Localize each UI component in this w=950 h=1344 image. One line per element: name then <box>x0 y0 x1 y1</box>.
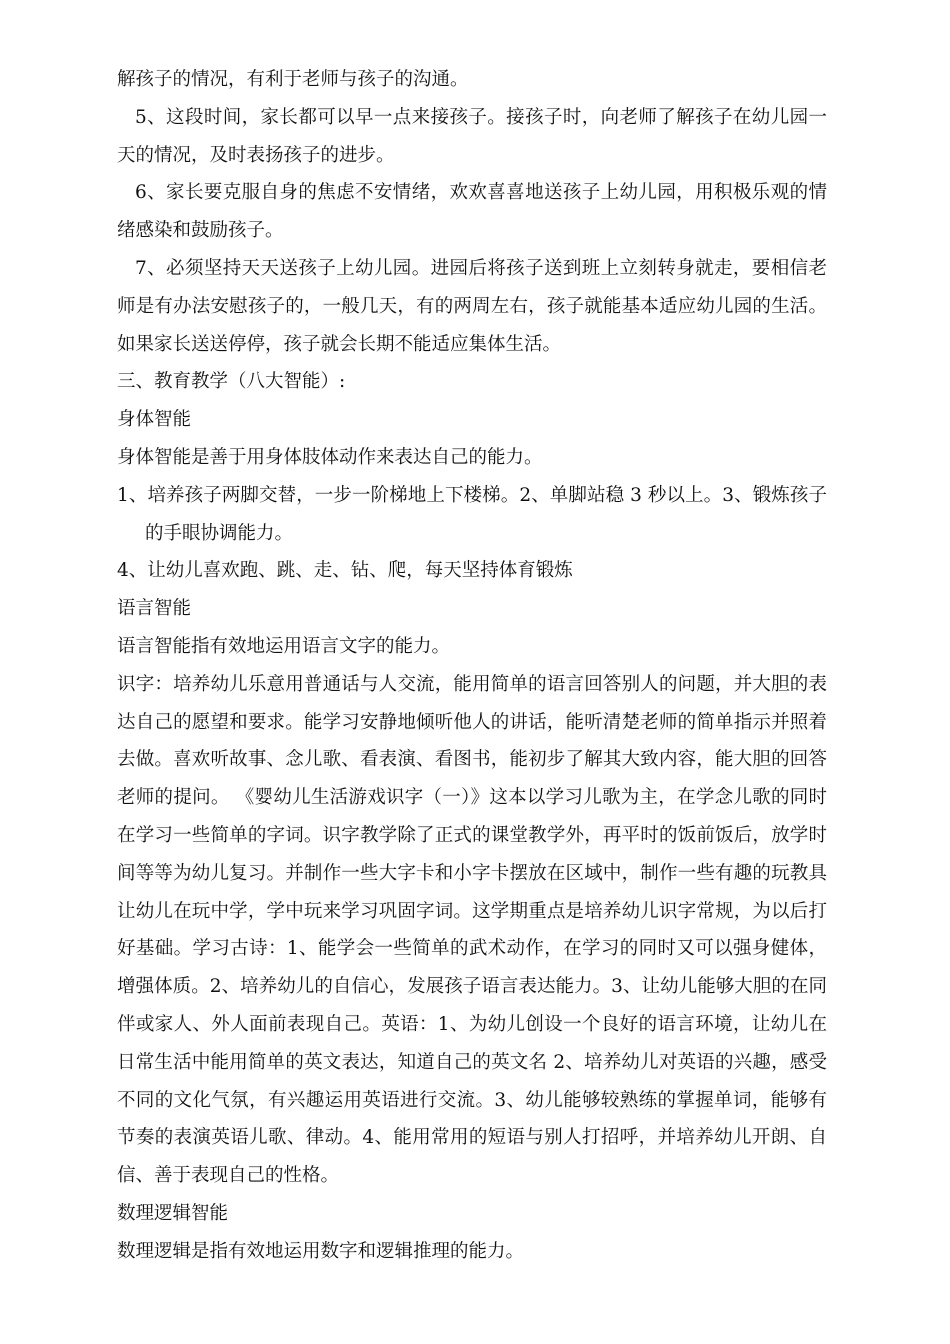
paragraph-language-intelligence-definition: 语言智能指有效地运用语言文字的能力。 <box>117 635 451 657</box>
subheading-logic-intelligence: 数理逻辑智能 <box>117 1202 229 1224</box>
paragraph-body-intelligence-goals: 1、培养孩子两脚交替，一步一阶梯地上下楼梯。2、单脚站稳 3 秒以上。3、锻炼孩子的手眼协调能力。 <box>117 484 827 544</box>
subheading-body-intelligence: 身体智能 <box>117 409 192 431</box>
paragraph-item-5: 5、这段时间，家长都可以早一点来接孩子。接孩子时，向老师了解孩子在幼儿园一天的情况，及时表扬孩子的进步。 <box>117 106 827 166</box>
paragraph-body-intelligence-definition: 身体智能是善于用身体肢体动作来表达自己的能力。 <box>117 446 543 468</box>
paragraph-item-6: 6、家长要克服自身的焦虑不安情绪，欢欢喜喜地送孩子上幼儿园，用积极乐观的情绪感染和鼓励孩子。 <box>117 182 827 242</box>
paragraph-body-intelligence-goal-4: 4、让幼儿喜欢跑、跳、走、钻、爬，每天坚持体育锻炼 <box>117 560 573 582</box>
paragraph-continuation: 解孩子的情况，有利于老师与孩子的沟通。 <box>117 69 469 90</box>
subheading-language-intelligence: 语言智能 <box>117 598 192 620</box>
section-heading-education: 三、教育教学（八大智能）: <box>117 371 346 393</box>
document-body <box>117 61 827 1271</box>
paragraph-logic-intelligence-definition: 数理逻辑是指有效地运用数字和逻辑推理的能力。 <box>117 1240 525 1262</box>
paragraph-language-intelligence-details: 识字：培养幼儿乐意用普通话与人交流，能用简单的语言回答别人的问题，并大胆的表达自己的愿望和要求。能学习安静地倾听他人的讲话，能听清楚老师的简单指示并照着去做。喜欢听故事、念儿歌、看表演、看图书，能初步了解其大致内容，能大胆的回答老师的提问。 《婴幼儿生活游戏识字（一）》这本以学习儿歌为主，在学念儿歌的同时在学习一些简单的字词。识字教学除了正式的课堂教学外，再平时的饭前饭后，放学时间等等为幼儿复习。并制作一些大字卡和小字卡摆放在区域中，制作一些有趣的玩教具让幼儿在玩中学，学中玩来学习巩固字词。这学期重点是培养幼儿识字常规，为以后打好基础。学习古诗：1、能学会一些简单的武术动作，在学习的同时又可以强身健体，增强体质。2、培养幼儿的自信心，发展孩子语言表达能力。3、让幼儿能够大胆的在同伴或家人、外人面前表现自己。英语：1、为幼儿创设一个良好的语言环境，让幼儿在日常生活中能用简单的英文表达，知道自己的英文名 2、培养幼儿对英语的兴趣，感受不同的文化气氛，有兴趣运用英语进行交流。3、幼儿能够较熟练的掌握单词，能够有节奏的表演英语儿歌、律动。4、能用常用的短语与别人打招呼，并培养幼儿开朗、自信、善于表现自己的性格。 <box>117 673 827 1187</box>
paragraph-item-7: 7、必须坚持天天送孩子上幼儿园。进园后将孩子送到班上立刻转身就走，要相信老师是有办法安慰孩子的，一般几天，有的两周左右，孩子就能基本适应幼儿园的生活。如果家长送送停停，孩子就会长期不能适应集体生活。 <box>117 257 827 355</box>
